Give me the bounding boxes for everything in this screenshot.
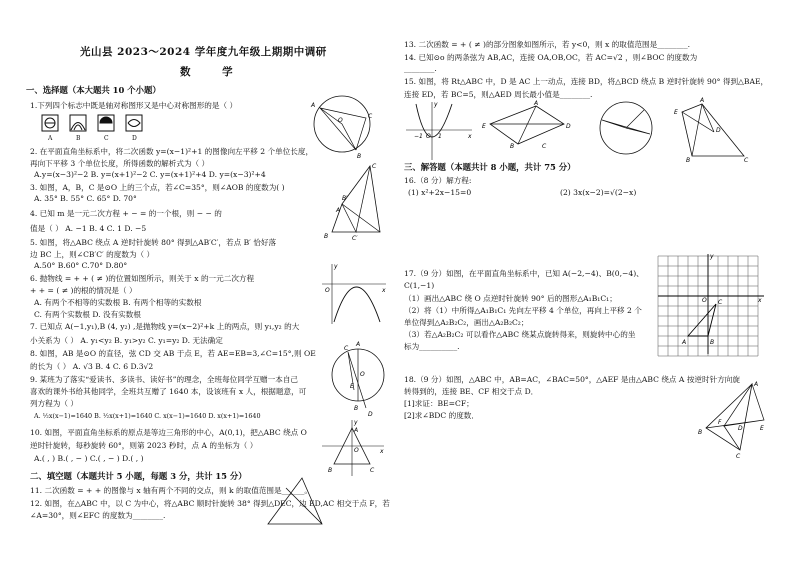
q10-label-c: C	[370, 467, 375, 474]
q17-label-b: B	[710, 339, 715, 346]
q13-label-o: O	[426, 133, 431, 140]
q6-options-cd: C. 有两个实数根 D. 没有实数根	[34, 310, 141, 319]
q15-line1: 15. 如图，将 Rt△ABC 中，D 是 AC 上一动点，连接 BD，将△BCD 绕点 B 逆时针旋转 90° 得到△BAE，	[404, 77, 769, 86]
q8-label-c: C	[344, 345, 349, 352]
q15-rotation-figure	[672, 98, 762, 164]
q5-options: A.50° B.60° C.70° D.80°	[34, 261, 128, 270]
q8-label-e: E	[350, 383, 354, 390]
q14-parallelogram-figure	[480, 100, 570, 150]
q6-line2: + + = ( ≠ )的根的情况是（ ）	[30, 286, 137, 295]
q4-line2: 值是（ ） A. −1 B. 4 C. 1 D. −5	[30, 224, 147, 233]
q10-axis-triangle-figure	[318, 418, 388, 478]
q12-line2: ∠A=30°，则∠EFC 的度数为________.	[30, 511, 166, 520]
page-title: 光山县 2023～2024 学年度九年级上期期中调研	[80, 46, 327, 58]
q6-line1: 6. 抛物线 = + + ( ≠ )的位置如图所示，则关于 x 的一元二次方程	[30, 274, 255, 283]
q17-part2-line2: 单位得到△A₂B₂C₂，画出△A₂B₂C₂；	[404, 318, 529, 327]
q10-label-a: A	[354, 427, 359, 434]
q15-label-b: B	[686, 157, 691, 164]
q16-part1: (1) x²+2x−15=0	[408, 188, 472, 197]
q6-label-o: O	[325, 287, 330, 294]
q18-label-c: C	[736, 453, 741, 460]
q3-label-o: O	[338, 117, 343, 124]
q1-text: 1.下列四个标志中既是轴对称图形又是中心对称图形的是（ ）	[30, 101, 238, 110]
q13-label-neg1: −1	[414, 133, 423, 140]
q17-part3-line1: （3）若△A₂B₂C₂ 可以看作△ABC 绕某点旋转得来，则旋转中心的坐	[404, 330, 636, 339]
q14-circle-figure	[596, 98, 662, 162]
q17-part1: （1）画出△ABC 绕 O 点逆时针旋转 90° 后的图形△A₁B₁C₁；	[404, 294, 617, 303]
q3-label-c: C	[368, 113, 373, 120]
q12-line1: 12. 如图，在△ABC 中，以 C 为中心，将△ABC 顺时针旋转 38° 得到△DEC，边 ED,AC 相交于点 F，若	[30, 499, 390, 508]
q6-label-x: x	[382, 287, 386, 294]
q3-label-a: A	[311, 102, 316, 109]
q1-label-c: C	[104, 135, 109, 142]
q14-label-e: E	[482, 123, 486, 130]
q10-label-o: O	[354, 447, 359, 454]
q11-text: 11. 二次函数 = + + 的图像与 x 轴有两个不同的交点，则 k 的取值范围是______。	[30, 486, 312, 495]
q18-label-d: D	[738, 425, 743, 432]
q10-label-x: x	[380, 448, 384, 455]
q12-triangle-figure	[262, 470, 332, 530]
q13-label-x: x	[468, 133, 472, 140]
q18-part2: [2]求∠BDC 的度数．	[404, 411, 479, 420]
q1-label-b: B	[76, 135, 81, 142]
q13-label-1: 1	[438, 133, 442, 140]
q14-label-a: A	[534, 100, 539, 107]
q14-label-b: B	[510, 143, 515, 150]
q8-label-b: B	[354, 405, 359, 412]
q18-line2: 转得到的，连接 BE、CF 相交于点 D．	[404, 387, 539, 396]
q17-part3-line2: 标为__________.	[404, 342, 460, 351]
q5-label-b: B	[324, 233, 329, 240]
q18-rotation-figure	[670, 380, 770, 460]
q1-label-a: A	[48, 135, 53, 142]
q15-label-c: C	[744, 157, 749, 164]
q18-part1: [1]求证：BE=CF；	[404, 399, 474, 408]
q6-label-y: y	[334, 263, 338, 270]
q5-label-c: C	[372, 163, 377, 170]
q3-label-b: B	[357, 153, 362, 160]
q6-options-ab: A. 有两个不相等的实数根 B. 有两个相等的实数根	[34, 298, 202, 307]
q18-label-e: E	[760, 425, 764, 432]
q17-label-o: O	[702, 297, 707, 304]
q2-options: A.y=(x−3)²−2 B. y=(x+1)²−2 C. y=(x+1)²+4 D. y=(x−3)²+4	[34, 170, 266, 179]
q5-label-a: A	[336, 207, 341, 214]
q6-parabola-figure	[318, 262, 390, 328]
q17-label-x: x	[758, 297, 762, 304]
section-answer-heading: 三、解答题（本题共计 8 小题，共计 75 分）	[404, 162, 576, 172]
q13-parabola-figure	[404, 100, 474, 162]
q7-line1: 7. 已知点 A(−1,y₁),B (4, y₂) ,是抛物线 y=(x−2)²+k 上的两点，则 y₁,y₂ 的大	[30, 322, 300, 331]
q3-options: A. 35° B. 55° C. 65° D. 70°	[34, 194, 137, 203]
q1-label-d: D	[132, 135, 137, 142]
q8-label-o: O	[360, 371, 365, 378]
q7-line2: 小关系为（ ） A. y₁<y₂ B. y₁>y₂ C. y₁=y₂ D. 无法确定	[30, 336, 223, 345]
q10-line2: 逆时针旋转，每秒旋转 60°，则第 2023 秒时，点 A 的坐标为（ ）	[30, 441, 258, 450]
q17-line2: C(1,−1)	[404, 281, 435, 290]
q9-line1: 9. 某班为了落实“爱读书、多读书、读好书”的理念，全班每位同学互赠一本自己	[30, 375, 299, 384]
q18-label-b: B	[698, 429, 703, 436]
q5-label-cprime: C′	[352, 235, 358, 242]
q18-label-a: A	[754, 381, 759, 388]
q13-text: 13. 二次函数 = + ( ≠ )的部分图象如图所示，若 y<0，则 x 的取值范围是________.	[404, 40, 691, 49]
q18-label-f: F	[718, 419, 722, 426]
q18-line1: 18.（9 分）如图，△ABC 中，AB=AC，∠BAC=50°，△AEF 是由△ABC 绕点 A 按逆时针方向旋	[404, 375, 740, 384]
q2-line1: 2. 在平面直角坐标系中，将二次函数 y=(x−1)²+1 的图像向左平移 2 个单位长度，	[30, 147, 314, 156]
q9-line3: 列方程为（ ）	[30, 399, 78, 408]
q16-part2: (2) 3x(x−2)=√(2−x)	[560, 188, 637, 197]
q14-line2: ________.	[404, 64, 437, 73]
section-fill-heading: 二、填空题（本题共计 5 小题，每题 3 分，共计 15 分）	[30, 471, 247, 481]
q10-line1: 10. 如图，平面直角坐标系的原点是等边三角形的中心，A(0,1)，把△ABC 绕点 O	[30, 428, 307, 437]
q5-line2: 边 BC 上，则∠CB′C′ 的度数为（ ）	[30, 250, 155, 259]
q17-line1: 17.（9 分）如图，在平面直角坐标系中，已知 A(−2,−4)、B(0,−4)、	[404, 269, 644, 278]
q15-label-e: E	[674, 109, 678, 116]
subject-title: 数 学	[180, 66, 247, 78]
q14-label-d: D	[566, 123, 571, 130]
q17-label-y: y	[710, 253, 714, 260]
q10-label-b: B	[328, 467, 333, 474]
q10-label-y: y	[354, 419, 358, 426]
section-choice-heading: 一、选择题（本大题共 10 个小题）	[26, 85, 161, 95]
q15-label-d: D	[716, 127, 721, 134]
q13-label-y: y	[434, 101, 438, 108]
q14-label-c: C	[542, 143, 547, 150]
q8-circle-figure	[330, 332, 390, 418]
q5-line1: 5. 如图，将△ABC 绕点 A 逆时针旋转 80° 得到△AB′C′，若点 B′ 恰好落	[30, 238, 277, 247]
q2-line2: 再向下平移 3 个单位长度，所得函数的解析式为（ ）	[30, 159, 210, 168]
q14-line1: 14. 已知⊙o 的两条弦为 AB,AC，连接 OA,OB,OC，若 AC=√2 ，则∠BOC 的度数为	[404, 53, 698, 62]
q5-rotation-figure	[322, 160, 392, 240]
q17-part2-line1: （2）将（1）中所得△A₁B₁C₁ 先向左平移 4 个单位，再向上平移 2 个	[404, 306, 642, 315]
q5-label-bprime: B′	[342, 195, 348, 202]
q17-label-c: C	[718, 299, 723, 306]
q10-options: A.( , ) B.( , − ) C.( , − ) D.( , )	[34, 454, 144, 463]
q8-line2: 的长为（ ） A. √3 B. 4 C. 6 D.3√2	[30, 362, 154, 371]
q15-label-a: A	[700, 97, 705, 104]
q15-line2: 连接 ED，若 BC=5，则△AED 周长最小值是________.	[404, 90, 593, 99]
q8-label-d: D	[368, 411, 373, 418]
q17-grid-figure	[656, 252, 766, 356]
q9-line2: 喜欢的课外书给其他同学，全班共互赠了 1640 本，设该班有 x 人，根据题意，可	[30, 387, 307, 396]
q16-text: 16.（8 分）解方程:	[404, 176, 472, 185]
q3-line1: 3. 如图，A，B，C 是⊙O 上的三个点，若∠C=35°，则∠AOB 的度数为( )	[30, 183, 285, 192]
q9-options: A. ½x(x−1)=1640 B. ½x(x+1)=1640 C. x(x−1)=1640 D. x(x+1)=1640	[34, 412, 261, 420]
q8-line1: 8. 如图，AB 是⊙O 的直径，弦 CD 交 AB 于点 E，若 AE=EB=3,∠C=15°,则 OE	[30, 349, 316, 358]
q17-label-a: A	[682, 339, 687, 346]
q3-circle-figure	[310, 92, 380, 162]
q4-line1: 4. 已知 m 是一元二次方程 + − = 的一个根，则 − − 的	[30, 209, 222, 218]
q8-label-a: A	[356, 341, 361, 348]
